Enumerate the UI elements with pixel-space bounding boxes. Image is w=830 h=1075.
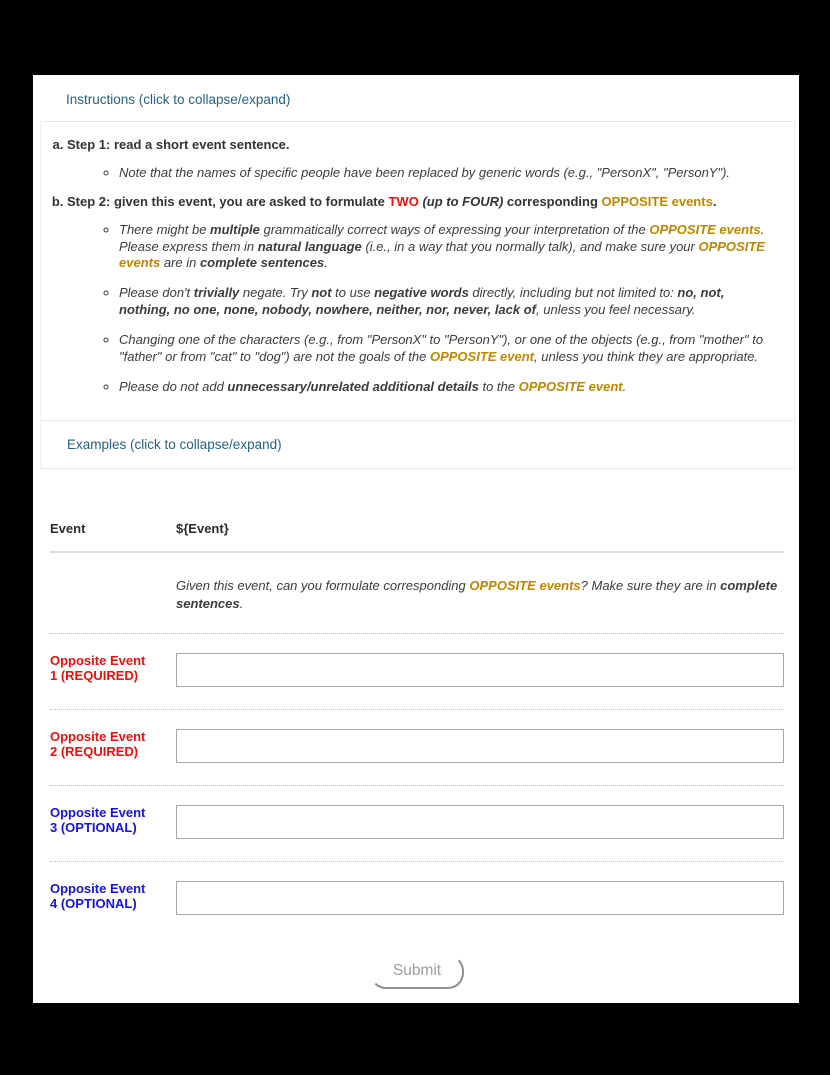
instruction-step-1 bbox=[67, 137, 768, 182]
instruction-step-2-note-2: ◦ Please don't trivially negate. Try not to use negative words directly, including but not limited to: no, not, nothing, no one, none, nobody, nowhere, neither, nor, never, lack of, unless you feel necessary. bbox=[119, 285, 768, 319]
submit-area bbox=[50, 955, 784, 989]
event-value: ${Event} bbox=[176, 520, 229, 536]
dotted-divider bbox=[50, 633, 784, 634]
event-divider bbox=[50, 551, 784, 553]
opposite-event-3-label: Opposite Event 3 (OPTIONAL) bbox=[50, 804, 146, 836]
dotted-divider bbox=[50, 861, 784, 862]
question-text: Given this event, can you formulate corresponding OPPOSITE events? Make sure they are in complete sentences. bbox=[176, 578, 778, 611]
instruction-step-2-note-1: ◦ There might be multiple grammatically correct ways of expressing your interpretation of the OPPOSITE events. Please express them in natural language (i.e., in a way that you normally talk), and make sure your OPPOSITE events are in complete sentences. bbox=[119, 222, 768, 273]
instructions-toggle[interactable]: Instructions (click to collapse/expand) bbox=[40, 75, 795, 121]
instruction-step-1-note: ◦ Note that the names of specific people have been replaced by generic words (e.g., "PersonX", "PersonY"). bbox=[119, 165, 768, 182]
opposite-event-1-label: Opposite Event 1 (REQUIRED) bbox=[50, 652, 146, 684]
opposite-event-4-row bbox=[50, 881, 784, 915]
event-label: Event bbox=[50, 520, 86, 536]
opposite-event-4-input[interactable] bbox=[176, 881, 784, 915]
instruction-step-2-note-4: ◦ Please do not add unnecessary/unrelated additional details to the OPPOSITE event. bbox=[119, 379, 768, 396]
instructions-panel bbox=[40, 75, 795, 469]
hit-content-sheet bbox=[33, 75, 799, 1003]
instructions-body bbox=[40, 121, 795, 421]
dotted-divider bbox=[50, 785, 784, 786]
instruction-step-2-note-3: ◦ Changing one of the characters (e.g., from "PersonX" to "PersonY"), or one of the objects (e.g., from "mother" to "father" or from "cat" to "dog") are not the goals of the OPPOSITE event, unless you think they are appropriate. bbox=[119, 332, 768, 366]
task-form bbox=[40, 521, 795, 989]
opposite-event-2-row bbox=[50, 729, 784, 763]
instruction-step-1-heading: a. Step 1: read a short event sentence. bbox=[67, 137, 290, 152]
opposite-event-3-row bbox=[50, 805, 784, 839]
question-row bbox=[50, 577, 784, 611]
opposite-event-2-label: Opposite Event 2 (REQUIRED) bbox=[50, 728, 146, 760]
opposite-event-3-input[interactable] bbox=[176, 805, 784, 839]
opposite-event-1-row bbox=[50, 653, 784, 687]
opposite-event-2-input[interactable] bbox=[176, 729, 784, 763]
question-label-spacer bbox=[50, 577, 176, 611]
opposite-event-4-label: Opposite Event 4 (OPTIONAL) bbox=[50, 880, 146, 912]
event-row bbox=[50, 521, 784, 537]
examples-toggle[interactable]: Examples (click to collapse/expand) bbox=[40, 421, 795, 469]
instruction-step-2 bbox=[67, 194, 768, 396]
opposite-event-1-input[interactable] bbox=[176, 653, 784, 687]
dotted-divider bbox=[50, 709, 784, 710]
instruction-step-2-heading: b. Step 2: given this event, you are asked to formulate TWO (up to FOUR) corresponding OPPOSITE events. bbox=[67, 193, 717, 209]
instructions-list bbox=[41, 122, 794, 420]
submit-button[interactable]: Submit bbox=[370, 955, 464, 989]
